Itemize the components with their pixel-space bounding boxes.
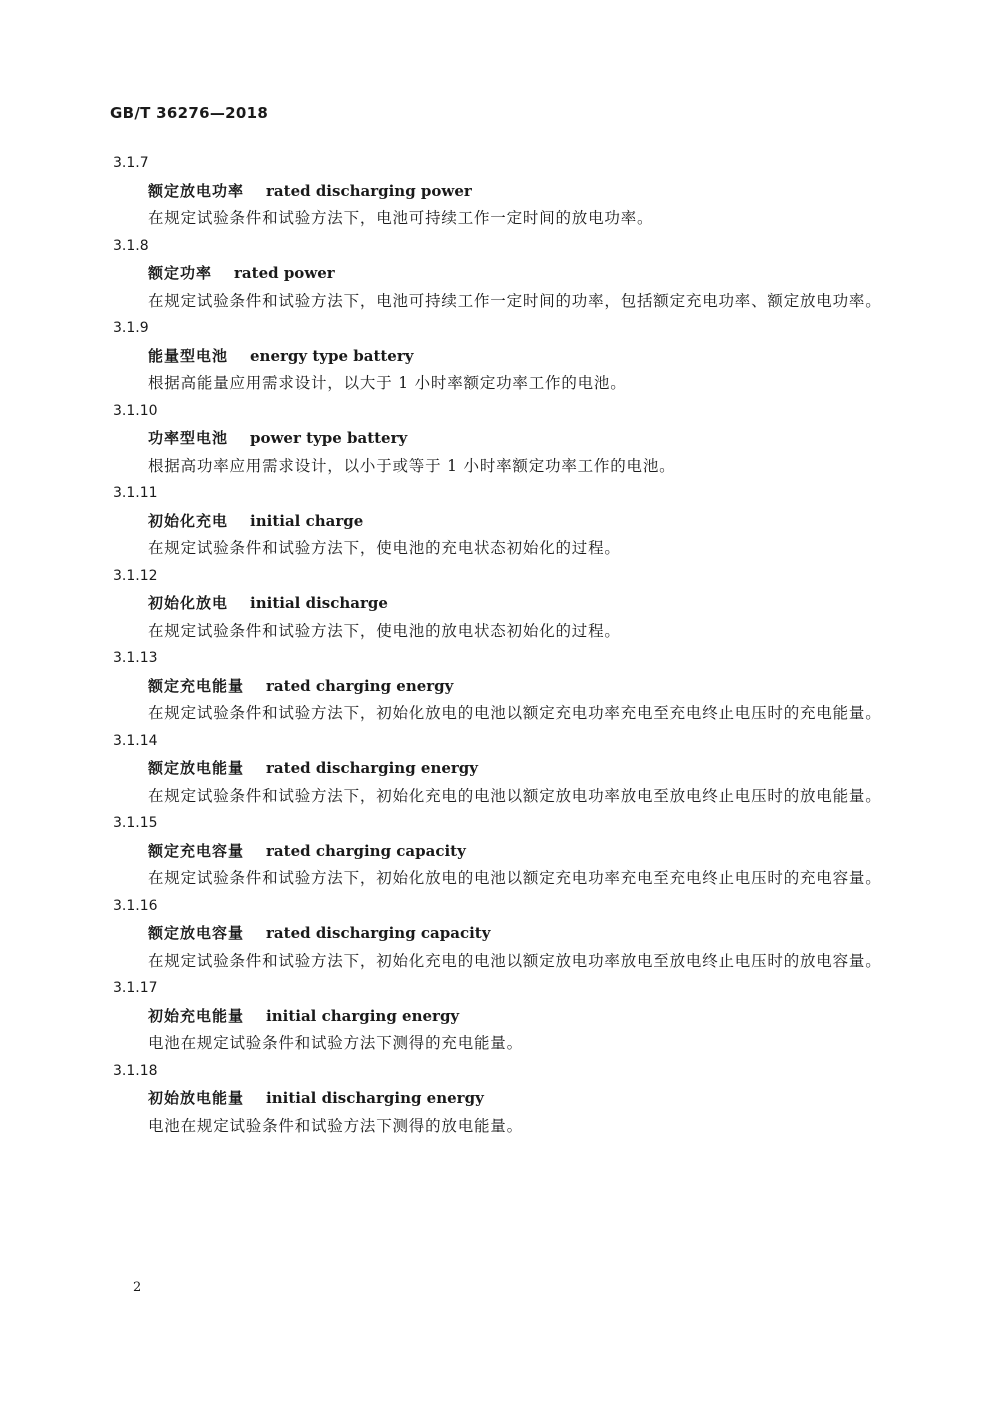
term-chinese: 额定充电容量 xyxy=(148,841,245,860)
term-chinese: 能量型电池 xyxy=(148,346,229,365)
term-title xyxy=(113,838,885,866)
term-number: 3.1.11 xyxy=(113,485,158,501)
term-number: 3.1.8 xyxy=(113,237,149,254)
term-entry xyxy=(113,233,885,316)
term-title xyxy=(113,920,885,948)
term-entry xyxy=(113,893,885,976)
term-number: 3.1.12 xyxy=(113,567,158,584)
term-chinese: 额定放电容量 xyxy=(148,924,245,942)
term-entry xyxy=(113,398,885,481)
term-number: 3.1.13 xyxy=(113,650,158,666)
term-english: energy type battery xyxy=(250,346,414,365)
term-english: rated discharging capacity xyxy=(266,924,491,942)
term-english: rated charging capacity xyxy=(266,841,466,860)
term-chinese: 初始化充电 xyxy=(148,511,229,530)
page-number: 2 xyxy=(133,1280,142,1295)
term-english: initial charging energy xyxy=(266,1006,460,1025)
term-definition: 电池在规定试验条件和试验方法下测得的放电能量。 xyxy=(148,1116,523,1135)
term-title xyxy=(113,260,885,288)
term-title xyxy=(113,178,885,206)
term-chinese: 额定放电能量 xyxy=(148,759,245,777)
term-english: initial discharge xyxy=(250,594,388,612)
term-definition: 电池在规定试验条件和试验方法下测得的充电能量。 xyxy=(148,1034,523,1052)
term-number: 3.1.18 xyxy=(113,1062,158,1079)
term-entry xyxy=(113,1058,885,1141)
term-entry xyxy=(113,975,885,1058)
term-english: initial discharging energy xyxy=(266,1089,484,1107)
term-english: rated discharging energy xyxy=(266,759,479,777)
term-definition: 根据高能量应用需求设计，以大于 1 小时率额定功率工作的电池。 xyxy=(148,374,627,392)
term-english: rated charging energy xyxy=(266,676,454,695)
term-chinese: 功率型电池 xyxy=(148,429,229,447)
term-title xyxy=(113,590,885,618)
term-chinese: 初始化放电 xyxy=(148,594,229,612)
term-entry xyxy=(113,150,885,233)
term-title xyxy=(113,755,885,783)
term-definition: 根据高功率应用需求设计，以小于或等于 1 小时率额定功率工作的电池。 xyxy=(148,456,676,475)
term-definition: 在规定试验条件和试验方法下，初始化放电的电池以额定充电功率充电至充电终止电压时的充电容量。 xyxy=(148,869,882,887)
term-title xyxy=(113,1003,885,1031)
term-entry xyxy=(113,563,885,646)
term-number: 3.1.14 xyxy=(113,732,158,749)
term-chinese: 初始放电能量 xyxy=(148,1089,245,1107)
term-english: rated power xyxy=(234,264,335,282)
term-entry xyxy=(113,480,885,563)
term-chinese: 额定充电能量 xyxy=(148,676,245,695)
standard-code-header: GB/T 36276—2018 xyxy=(110,104,269,122)
term-number: 3.1.15 xyxy=(113,815,158,831)
term-chinese: 额定放电功率 xyxy=(148,181,245,200)
term-title xyxy=(113,508,885,536)
term-title xyxy=(113,425,885,453)
term-title xyxy=(113,673,885,701)
term-entry xyxy=(113,645,885,728)
term-number: 3.1.17 xyxy=(113,980,158,996)
term-definition: 在规定试验条件和试验方法下，电池可持续工作一定时间的放电功率。 xyxy=(148,209,654,227)
term-number: 3.1.10 xyxy=(113,402,158,419)
term-title xyxy=(113,1085,885,1113)
term-english: rated discharging power xyxy=(266,181,472,200)
term-definition: 在规定试验条件和试验方法下，初始化充电的电池以额定放电功率放电至放电终止电压时的放电容量。 xyxy=(148,951,882,970)
term-definition: 在规定试验条件和试验方法下，初始化放电的电池以额定充电功率充电至充电终止电压时的充电能量。 xyxy=(148,704,882,722)
term-definition: 在规定试验条件和试验方法下，电池可持续工作一定时间的功率，包括额定充电功率、额定放电功率。 xyxy=(148,291,882,310)
term-title xyxy=(113,343,885,371)
term-chinese: 额定功率 xyxy=(148,264,213,282)
term-number: 3.1.9 xyxy=(113,320,149,336)
term-entry xyxy=(113,810,885,893)
term-english: initial charge xyxy=(250,511,364,530)
term-number: 3.1.7 xyxy=(113,155,149,171)
term-chinese: 初始充电能量 xyxy=(148,1006,245,1025)
term-definition: 在规定试验条件和试验方法下，使电池的充电状态初始化的过程。 xyxy=(148,539,621,557)
term-definition: 在规定试验条件和试验方法下，初始化充电的电池以额定放电功率放电至放电终止电压时的放电能量。 xyxy=(148,786,882,805)
term-definition: 在规定试验条件和试验方法下，使电池的放电状态初始化的过程。 xyxy=(148,621,621,640)
term-english: power type battery xyxy=(250,429,408,447)
term-entry xyxy=(113,315,885,398)
terms-section xyxy=(113,150,885,1140)
term-number: 3.1.16 xyxy=(113,897,158,914)
term-entry xyxy=(113,728,885,811)
